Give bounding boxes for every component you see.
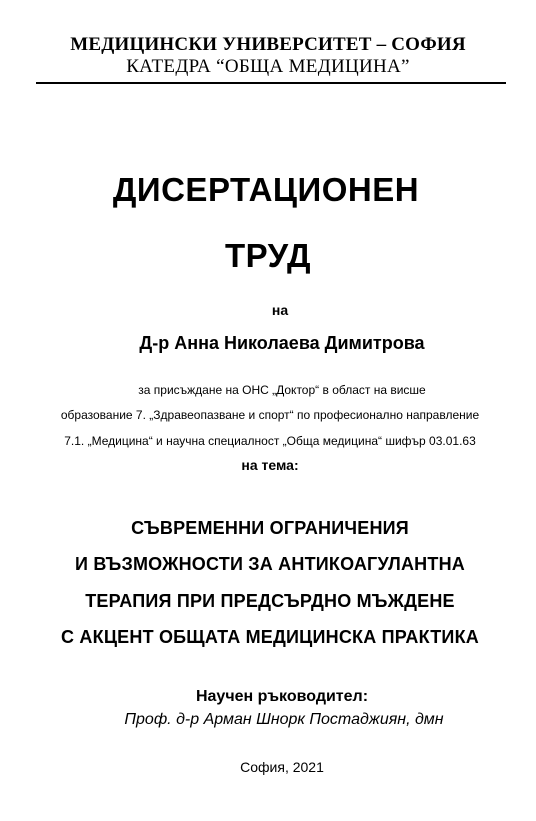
supervisor-name: Проф. д-р Арман Шнорк Постаджиян, дмн bbox=[124, 711, 444, 728]
university-name: МЕДИЦИНСКИ УНИВЕРСИТЕТ – СОФИЯ bbox=[70, 34, 466, 55]
document-title-line-1: ДИСЕРТАЦИОНЕН bbox=[112, 171, 420, 208]
topic-title-line-4: С АКЦЕНТ ОБЩАТА МЕДИЦИНСКА ПРАКТИКА bbox=[61, 627, 479, 647]
topic-title-line-2: И ВЪЗМОЖНОСТИ ЗА АНТИКОАГУЛАНТНА bbox=[75, 554, 465, 574]
supervisor-label: Научен ръководител: bbox=[195, 688, 369, 705]
degree-description-line-1: за присъждане на ОНС „Доктор“ в област на висше bbox=[138, 383, 426, 397]
header-divider bbox=[36, 82, 506, 84]
topic-title-line-1: СЪВРЕМЕННИ ОГРАНИЧЕНИЯ bbox=[131, 518, 409, 538]
place-and-date: София, 2021 bbox=[240, 759, 324, 775]
topic-label: на тема: bbox=[241, 457, 299, 473]
degree-description-line-3: 7.1. „Медицина“ и научна специалност „Обща медицина“ шифър 03.01.63 bbox=[64, 434, 476, 448]
document-title-line-2: ТРУД bbox=[224, 237, 312, 274]
department-name: КАТЕДРА “ОБЩА МЕДИЦИНА” bbox=[126, 56, 410, 77]
author-preposition: на bbox=[271, 302, 289, 318]
author-name: Д-р Анна Николаева Димитрова bbox=[139, 333, 425, 353]
degree-description-line-2: образование 7. „Здравеопазване и спорт“ по професионално направление bbox=[60, 408, 480, 422]
topic-title-line-3: ТЕРАПИЯ ПРИ ПРЕДСЪРДНО МЪЖДЕНЕ bbox=[85, 591, 455, 611]
